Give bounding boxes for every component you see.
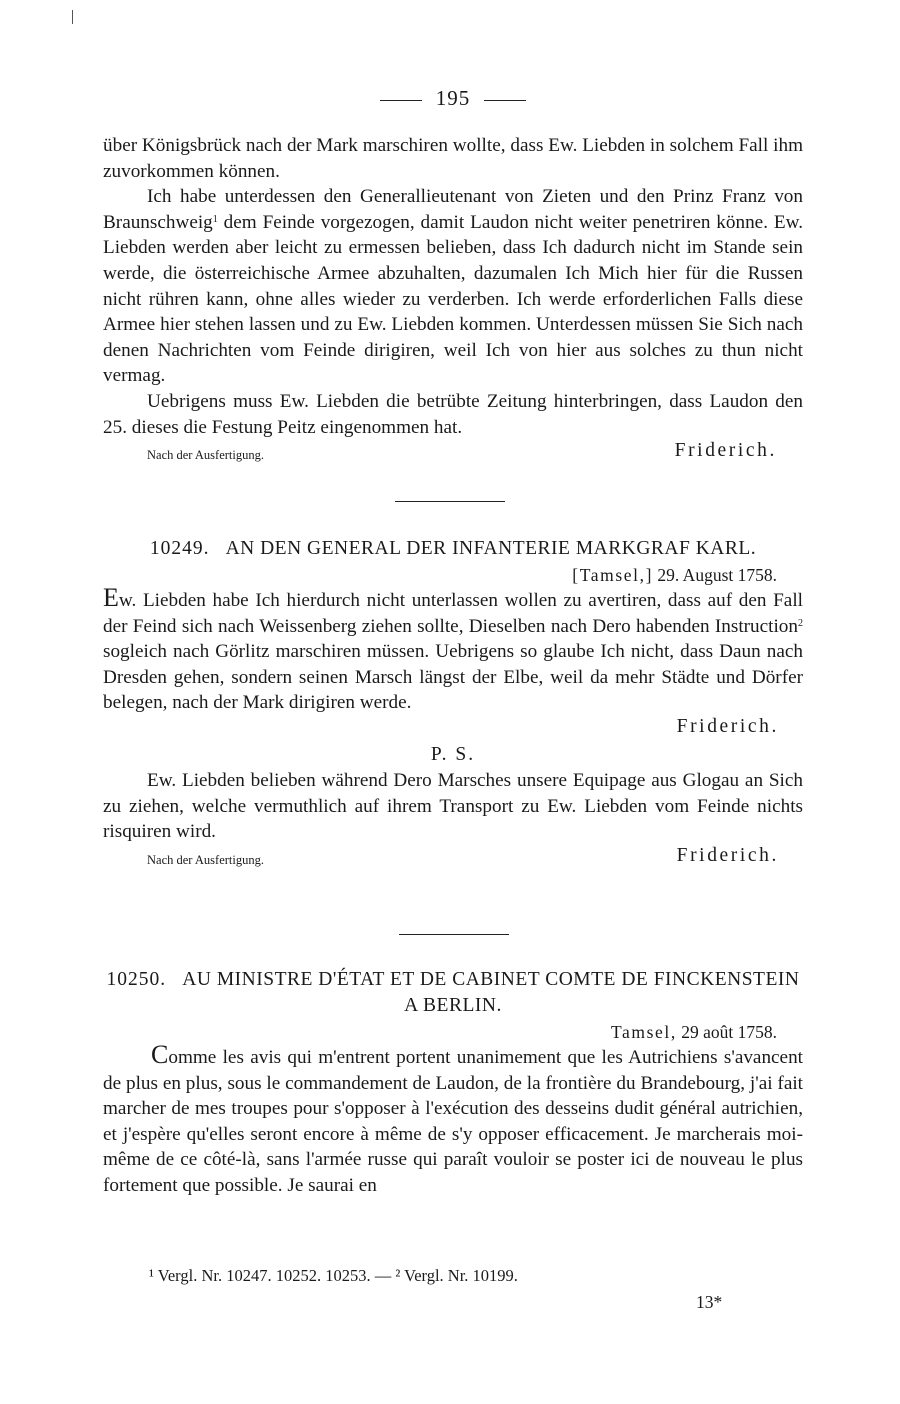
dateline [103,562,803,588]
postscript-heading: P. S. [430,743,476,765]
section-divider [395,501,505,502]
letter-heading [103,536,803,562]
letter-number: 10249. [149,538,210,559]
carryover-text: dem Feinde vorgezogen, damit Laudon nicht weiter penetriren könne. Ew. Liebden werden aber leicht zu ermessen belieben, dass Ich dadurch nicht im Stande sein werde, die österreichische Armee abzuhalten, dazumalen Ich Mich hier für die Russen nicht rühren kann, ohne alles wieder zu verderben. Ich werde erforderlichen Falls diese Armee hier stehen lassen und zu Ew. Liebden kommen. Unterdessen müssen Sie Sich nach denen Nachrichten vom Feinde dirigiren, weil Ich von hier aus solches zu thun nicht vermag. [103,211,803,387]
signature: Friderich. [674,440,777,462]
footnote-ref: 2 [798,617,803,629]
source-note: Nach der Ausfertigung. [147,852,264,867]
body-text: sogleich nach Görlitz marschiren müssen. Uebrigens so glaube Ich nicht, dass Daun nach Dresden gehen, sondern seinen Marsch längst der Elbe, weil da mehr Städte und Dörfer belegen, nach der Mark dirigiren werde. [103,641,803,714]
postscript-text: Ew. Liebden belieben während Dero Marsches unsere Equipage aus Glogau an Sich zu ziehen, welche vermuthlich auf ihrem Transport zu Ew. Liebden vom Feinde nichts risquiren wird. [103,769,803,843]
letter-body [103,583,803,716]
carryover-section [103,133,803,466]
place: [Tamsel,] [572,565,654,585]
page [103,0,803,1404]
source-note: Nach der Ausfertigung. [147,448,264,463]
dateline [103,1019,803,1045]
footnote-ref: 1 [212,213,218,225]
letter-body [103,1040,803,1199]
carryover-paragraph: über Königsbrück nach der Mark marschiren wollte, dass Ew. Liebden in solchem Fall ihm zuvorkommen können. [103,135,803,182]
carryover-paragraph [103,184,803,389]
signature-line [103,716,803,742]
signature: Friderich. [676,844,779,866]
footnotes: ¹ Vergl. Nr. 10247. 10252. 10253. — ² Vergl. Nr. 10199. [149,1266,518,1285]
page-header [103,86,803,111]
date: 29 août 1758. [681,1022,777,1042]
folio-signature: 13* [696,1292,723,1312]
letter-10249 [103,536,803,871]
margin-mark [72,10,73,24]
letter-heading [103,967,803,1019]
header-dash-right [484,100,526,101]
letter-title: AN DEN GENERAL DER INFANTERIE MARKGRAF KARL. [225,538,757,559]
body-text: omme les avis qui m'entrent portent unanimement que les Autrichiens s'avancent de plus en plus, sous le commandement de Laudon, de la frontière du Brandebourg, j'ai fait marcher de mes troupes pour s'opposer à l'exécution des desseins dudit général autrichien, et j'espère qu'elles seront encore à même de s'y opposer efficacement. Je marcherais moi-même de ce côté-là, sans l'armée russe qui paraît vouloir se poster ici de nouveau le plus fortement que possible. Je saurai en [103,1047,803,1196]
letter-number: 10250. [106,969,167,990]
section-divider [399,934,509,935]
page-number: 195 [435,86,471,110]
body-text: w. Liebden habe Ich hierdurch nicht unterlassen wollen zu avertiren, dass auf den Fall der Feind sich nach Weissenberg ziehen sollte, Dieselben nach Dero habenden Instruction [103,590,803,637]
signature-line [103,440,803,466]
carryover-text: Ich habe unterdessen den Generallieutenant von Zieten und den Prinz Franz von Braunschweig [103,186,803,233]
header-dash-left [380,100,422,101]
signature: Friderich. [676,715,779,737]
initial-letter: E [103,583,119,612]
letter-title: AU MINISTRE D'ÉTAT ET DE CABINET COMTE DE FINCKENSTEIN A BERLIN. [182,969,800,1016]
carryover-paragraph: Uebrigens muss Ew. Liebden die betrübte Zeitung hinterbringen, dass Laudon den 25. dieses die Festung Peitz eingenommen hat. [103,390,803,438]
place: Tamsel, [610,1022,677,1042]
letter-10250 [103,967,803,1199]
initial-letter: C [151,1040,169,1069]
signature-line [103,845,803,871]
date: 29. August 1758. [657,565,777,585]
